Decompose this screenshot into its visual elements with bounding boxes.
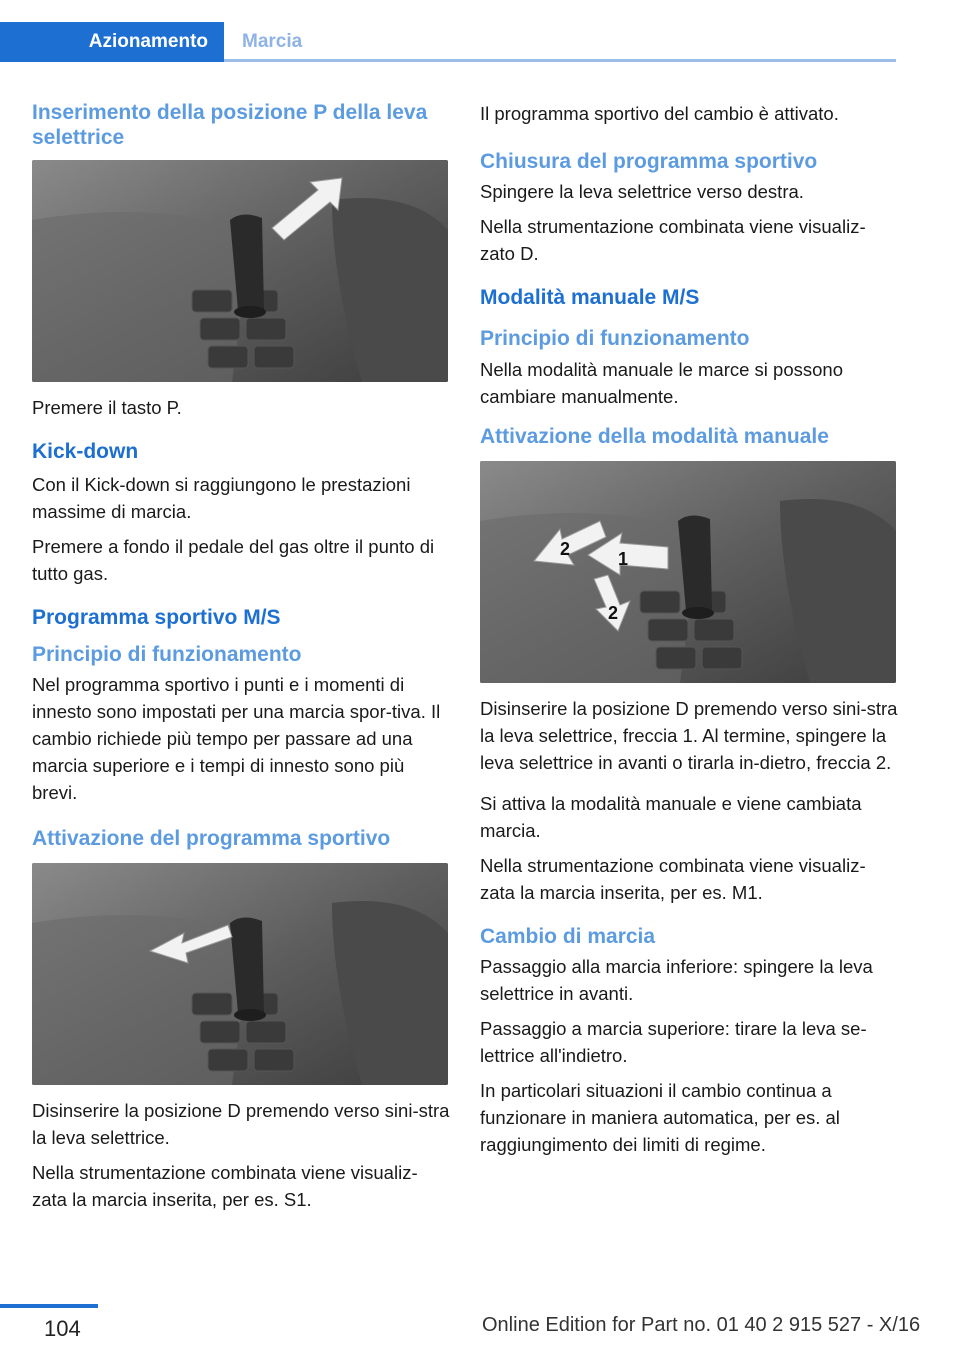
heading-kick-down: Kick-down [32, 440, 139, 464]
arrow-label-2-up: 2 [560, 538, 571, 559]
manual-activation-text-3: Nella strumentazione combinata viene visualiz-zata la marcia inserita, per es. M1. [480, 854, 866, 903]
kick-down-text-2: Premere a fondo il pedale del gas oltre il punto di tutto gas. [32, 535, 435, 584]
figure-sport-activation [32, 863, 448, 1085]
figure-manual-activation [480, 461, 896, 683]
heading-sport-principle: Principio di funzionamento [32, 642, 302, 666]
arrow-label-1: 1 [618, 548, 629, 569]
sport-active-text: Il programma sportivo del cambio è attivato. [480, 103, 839, 124]
heading-manual-activation: Attivazione della modalità manuale [480, 424, 829, 448]
close-sport-text-2: Nella strumentazione combinata viene visualiz-zato D. [480, 216, 866, 265]
kick-down-text-1: Con il Kick-down si raggiungono le prestazioni massime di marcia. [32, 473, 411, 522]
heading-gear-change: Cambio di marcia [480, 924, 656, 948]
manual-principle-text: Nella modalità manuale le marce si possono cambiare manualmente. [480, 358, 843, 407]
header-divider [224, 59, 896, 62]
heading-sport-activation: Attivazione del programma sportivo [32, 826, 391, 850]
heading-sport-program: Programma sportivo M/S [32, 605, 281, 629]
right-column [480, 100, 898, 1166]
close-sport-text-1: Spingere la leva selettrice verso destra. [480, 181, 804, 203]
tab-azionamento[interactable]: Azionamento [0, 22, 224, 62]
sport-activation-text-1: Disinserire la posizione D premendo verso sini-stra la leva selettrice. [32, 1100, 450, 1149]
gear-change-text-1: Passaggio alla marcia inferiore: spingere la leva selettrice in avanti. [480, 955, 873, 1004]
caption-press-p: Premere il tasto P. [32, 397, 182, 419]
manual-activation-text-2: Si attiva la modalità manuale e viene cambiata marcia. [480, 792, 862, 841]
heading-park-position: Inserimento della posizione P della leva selettrice [32, 101, 428, 150]
gear-change-text-3: In particolari situazioni il cambio continua a funzionare in maniera automatica, per es. al raggiungimento dei limiti di regime. [480, 1079, 840, 1155]
page-header [0, 0, 960, 64]
manual-activation-text-1: Disinserire la posizione D premendo verso sini-stra la leva selettrice, freccia 1. Al termine, spingere la leva selettrice in avanti o tirarla in-dietro, freccia 2. [480, 697, 898, 773]
gear-change-text-2: Passaggio a marcia superiore: tirare la leva se-lettrice all'indietro. [480, 1017, 867, 1066]
tab-marcia[interactable]: Marcia [242, 31, 303, 52]
page-number: 104 [44, 1316, 81, 1341]
edition-note: Online Edition for Part no. 01 40 2 915 527 - X/16 [482, 1314, 921, 1336]
left-column [32, 100, 450, 1221]
sport-principle-text: Nel programma sportivo i punti e i momenti di innesto sono impostati per una marcia spor-tiva. Il cambio richiede più tempo per passare ad una marcia superiore e i tempi di innesto sono più brevi. [32, 673, 441, 803]
arrow-label-2-down: 2 [608, 602, 619, 623]
footer-accent-bar [0, 1304, 98, 1308]
heading-close-sport: Chiusura del programma sportivo [480, 150, 818, 173]
sport-activation-text-2: Nella strumentazione combinata viene visualiz-zata la marcia inserita, per es. S1. [32, 1162, 418, 1211]
heading-manual-mode: Modalità manuale M/S [480, 286, 700, 310]
heading-manual-principle: Principio di funzionamento [480, 327, 750, 351]
figure-park-button [32, 160, 448, 382]
